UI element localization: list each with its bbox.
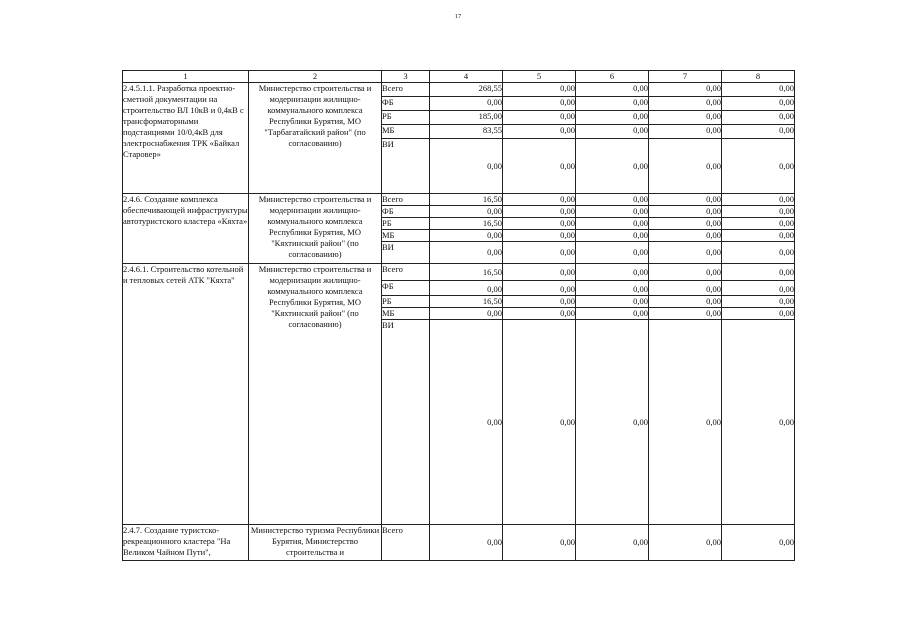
table-row [123,264,795,281]
header-row [123,71,795,83]
value-cell: 0,00 [576,97,649,111]
value-cell: 0,00 [649,97,722,111]
value-cell: 0,00 [576,230,649,242]
table-row [123,525,795,561]
value-cell: 0,00 [503,97,576,111]
value-cell: 0,00 [649,230,722,242]
value-cell: 0,00 [503,308,576,320]
value-cell: 0,00 [576,308,649,320]
value-cell: 0,00 [649,281,722,296]
financing-table [122,70,795,561]
value-cell: 268,55 [430,83,503,97]
value-cell: 0,00 [722,206,795,218]
value-cell: 0,00 [576,83,649,97]
funding-source: Всего [382,264,430,281]
funding-source: ФБ [382,281,430,296]
value-cell: 0,00 [430,242,503,264]
table-row [123,83,795,97]
value-cell: 0,00 [722,139,795,194]
value-cell: 0,00 [649,111,722,125]
value-cell: 0,00 [649,83,722,97]
funding-source: ВИ [382,320,430,525]
funding-source: МБ [382,230,430,242]
value-cell: 0,00 [649,525,722,561]
page-number: 17 [454,13,462,20]
value-cell: 83,55 [430,125,503,139]
value-cell: 16,50 [430,264,503,281]
value-cell: 0,00 [722,97,795,111]
value-cell: 0,00 [649,206,722,218]
responsible-executor: Министерство строительства и модернизации жилищно-коммунального комплекса Республики Бурятия, МО "Кяхтинский район" (по согласованию) [249,194,382,264]
value-cell: 16,50 [430,194,503,206]
value-cell: 0,00 [503,218,576,230]
value-cell: 0,00 [503,242,576,264]
responsible-executor: Министерство туризма Республики Бурятия, Министерство строительства и [249,525,382,561]
measure-description: 2.4.5.1.1. Разработка проектно-сметной документации на строительство ВЛ 10кВ и 0,4кВ с трансформаторными подстанциями 10/0,4кВ для электроснабжения ТРК «Байкал Старовер» [123,83,249,194]
header-cell: 8 [722,71,795,83]
value-cell: 0,00 [503,230,576,242]
funding-source: Всего [382,194,430,206]
funding-source: РБ [382,296,430,308]
responsible-executor: Министерство строительства и модернизации жилищно-коммунального комплекса Республики Бурятия, МО "Тарбагатайский район" (по согласованию) [249,83,382,194]
value-cell: 0,00 [576,296,649,308]
funding-source: ФБ [382,206,430,218]
value-cell: 0,00 [503,320,576,525]
funding-source: ФБ [382,97,430,111]
value-cell: 0,00 [576,206,649,218]
value-cell: 185,00 [430,111,503,125]
header-cell: 6 [576,71,649,83]
value-cell: 0,00 [576,139,649,194]
value-cell: 0,00 [722,242,795,264]
value-cell: 0,00 [430,308,503,320]
value-cell: 0,00 [649,194,722,206]
measure-description: 2.4.6. Создание комплекса обеспечивающей инфраструктуры автотуристского кластера «Кяхта» [123,194,249,264]
value-cell: 0,00 [503,206,576,218]
header-cell: 2 [249,71,382,83]
value-cell: 0,00 [430,139,503,194]
value-cell: 0,00 [576,111,649,125]
value-cell: 0,00 [430,97,503,111]
value-cell: 0,00 [503,139,576,194]
value-cell: 0,00 [430,320,503,525]
responsible-executor: Министерство строительства и модернизации жилищно-коммунального комплекса Республики Бурятия, МО "Кяхтинский район" (по согласованию) [249,264,382,525]
value-cell: 0,00 [430,525,503,561]
value-cell: 0,00 [722,218,795,230]
value-cell: 0,00 [576,320,649,525]
value-cell: 0,00 [649,218,722,230]
value-cell: 0,00 [576,125,649,139]
funding-source: Всего [382,525,430,561]
value-cell: 0,00 [503,264,576,281]
value-cell: 0,00 [722,194,795,206]
value-cell: 16,50 [430,296,503,308]
value-cell: 0,00 [503,125,576,139]
value-cell: 0,00 [430,230,503,242]
measure-description: 2.4.7. Создание туристско-рекреационного кластера "На Великом Чайном Пути", [123,525,249,561]
value-cell: 0,00 [576,264,649,281]
value-cell: 0,00 [503,194,576,206]
header-cell: 4 [430,71,503,83]
value-cell: 0,00 [649,320,722,525]
value-cell: 0,00 [722,281,795,296]
value-cell: 0,00 [649,242,722,264]
value-cell: 0,00 [576,281,649,296]
value-cell: 0,00 [430,206,503,218]
value-cell: 0,00 [722,125,795,139]
funding-source: РБ [382,111,430,125]
value-cell: 0,00 [722,308,795,320]
value-cell: 0,00 [722,525,795,561]
funding-source: Всего [382,83,430,97]
measure-description: 2.4.6.1. Строительство котельной и тепловых сетей АТК "Кяхта" [123,264,249,525]
value-cell: 0,00 [503,525,576,561]
value-cell: 0,00 [649,308,722,320]
value-cell: 0,00 [722,264,795,281]
value-cell: 0,00 [576,242,649,264]
value-cell: 0,00 [430,281,503,296]
value-cell: 0,00 [649,296,722,308]
value-cell: 16,50 [430,218,503,230]
header-cell: 1 [123,71,249,83]
table-row [123,194,795,206]
funding-source: ВИ [382,242,430,264]
funding-source: МБ [382,308,430,320]
funding-source: МБ [382,125,430,139]
header-cell: 7 [649,71,722,83]
value-cell: 0,00 [722,83,795,97]
value-cell: 0,00 [649,264,722,281]
value-cell: 0,00 [722,111,795,125]
value-cell: 0,00 [503,281,576,296]
value-cell: 0,00 [722,296,795,308]
header-cell: 3 [382,71,430,83]
value-cell: 0,00 [722,320,795,525]
value-cell: 0,00 [576,218,649,230]
funding-source: ВИ [382,139,430,194]
value-cell: 0,00 [503,296,576,308]
value-cell: 0,00 [649,139,722,194]
value-cell: 0,00 [576,194,649,206]
value-cell: 0,00 [503,83,576,97]
funding-source: РБ [382,218,430,230]
value-cell: 0,00 [576,525,649,561]
value-cell: 0,00 [649,125,722,139]
value-cell: 0,00 [503,111,576,125]
value-cell: 0,00 [722,230,795,242]
header-cell: 5 [503,71,576,83]
